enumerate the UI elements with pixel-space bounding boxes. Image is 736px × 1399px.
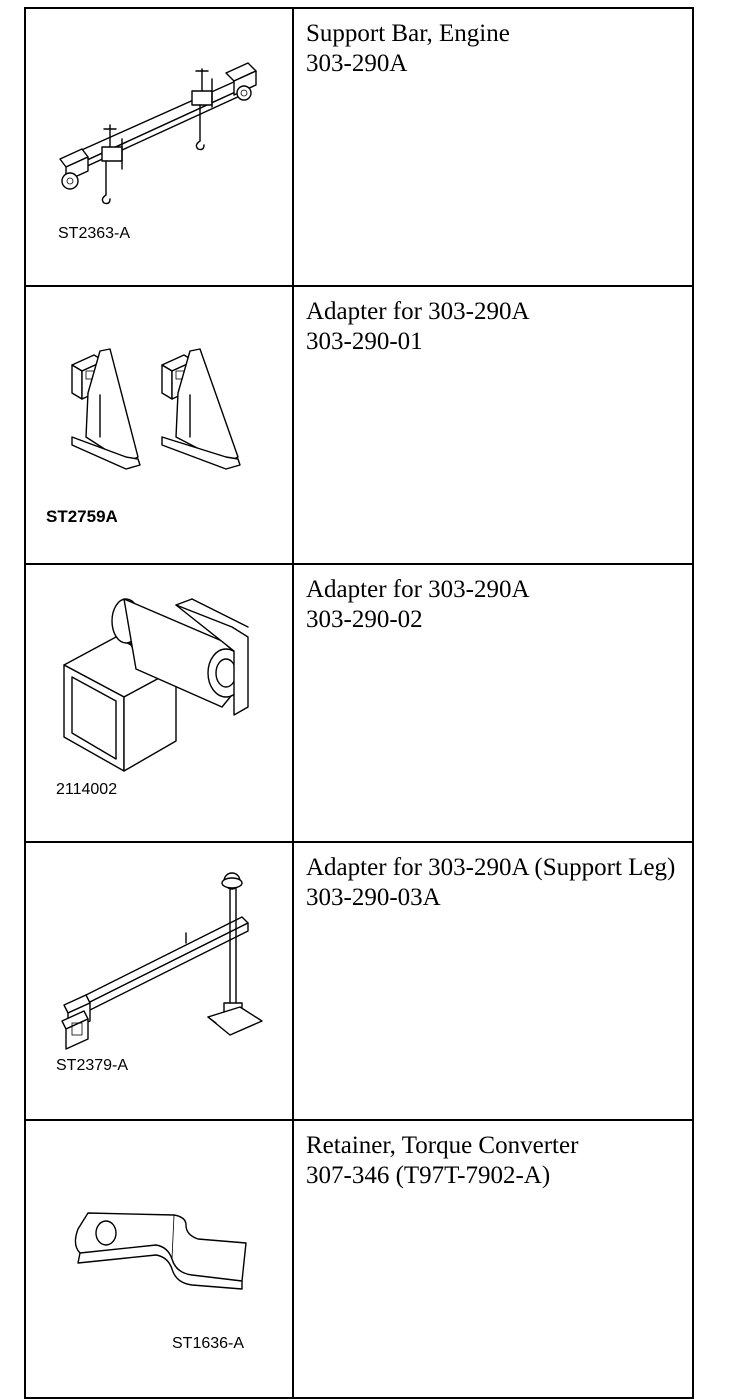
tool-description-cell	[293, 564, 693, 842]
figure-code: ST2379-A	[56, 1057, 129, 1074]
tool-row	[25, 8, 693, 286]
tool-name: Adapter for 303-290A	[306, 576, 530, 603]
tool-row	[25, 564, 693, 842]
tool-row	[25, 1120, 693, 1398]
figure-code: ST1636-A	[172, 1335, 245, 1352]
tool-name: Adapter for 303-290A	[306, 298, 530, 325]
tool-illustration-cell	[25, 8, 293, 286]
tool-description-cell	[293, 1120, 693, 1398]
tool-number: 307-346 (T97T-7902-A)	[306, 1162, 551, 1189]
figure-code: ST2363-A	[58, 225, 131, 242]
tool-number: 303-290-03A	[306, 884, 441, 911]
tool-number: 303-290-02	[306, 606, 423, 633]
tool-name: Adapter for 303-290A (Support Leg)	[306, 854, 676, 881]
special-tools-table	[24, 7, 694, 1399]
tool-description-cell	[293, 8, 693, 286]
figure-code: ST2759A	[46, 507, 118, 526]
tool-illustration-cell	[25, 564, 293, 842]
tool-number: 303-290-01	[306, 328, 423, 355]
adapter-brackets-icon	[26, 287, 290, 539]
tool-row	[25, 842, 693, 1120]
figure-code: 2114002	[56, 781, 118, 798]
tool-number: 303-290A	[306, 50, 408, 77]
tool-description-cell	[293, 842, 693, 1120]
tool-name: Support Bar, Engine	[306, 20, 510, 47]
tool-row	[25, 286, 693, 564]
tool-illustration-cell	[25, 1120, 293, 1398]
tool-description-cell	[293, 286, 693, 564]
adapter-sleeve-icon	[26, 565, 290, 817]
engine-support-bar-icon	[26, 9, 290, 261]
tool-name: Retainer, Torque Converter	[306, 1132, 579, 1159]
tool-illustration-cell	[25, 286, 293, 564]
torque-converter-retainer-icon	[26, 1121, 290, 1373]
tool-illustration-cell	[25, 842, 293, 1120]
